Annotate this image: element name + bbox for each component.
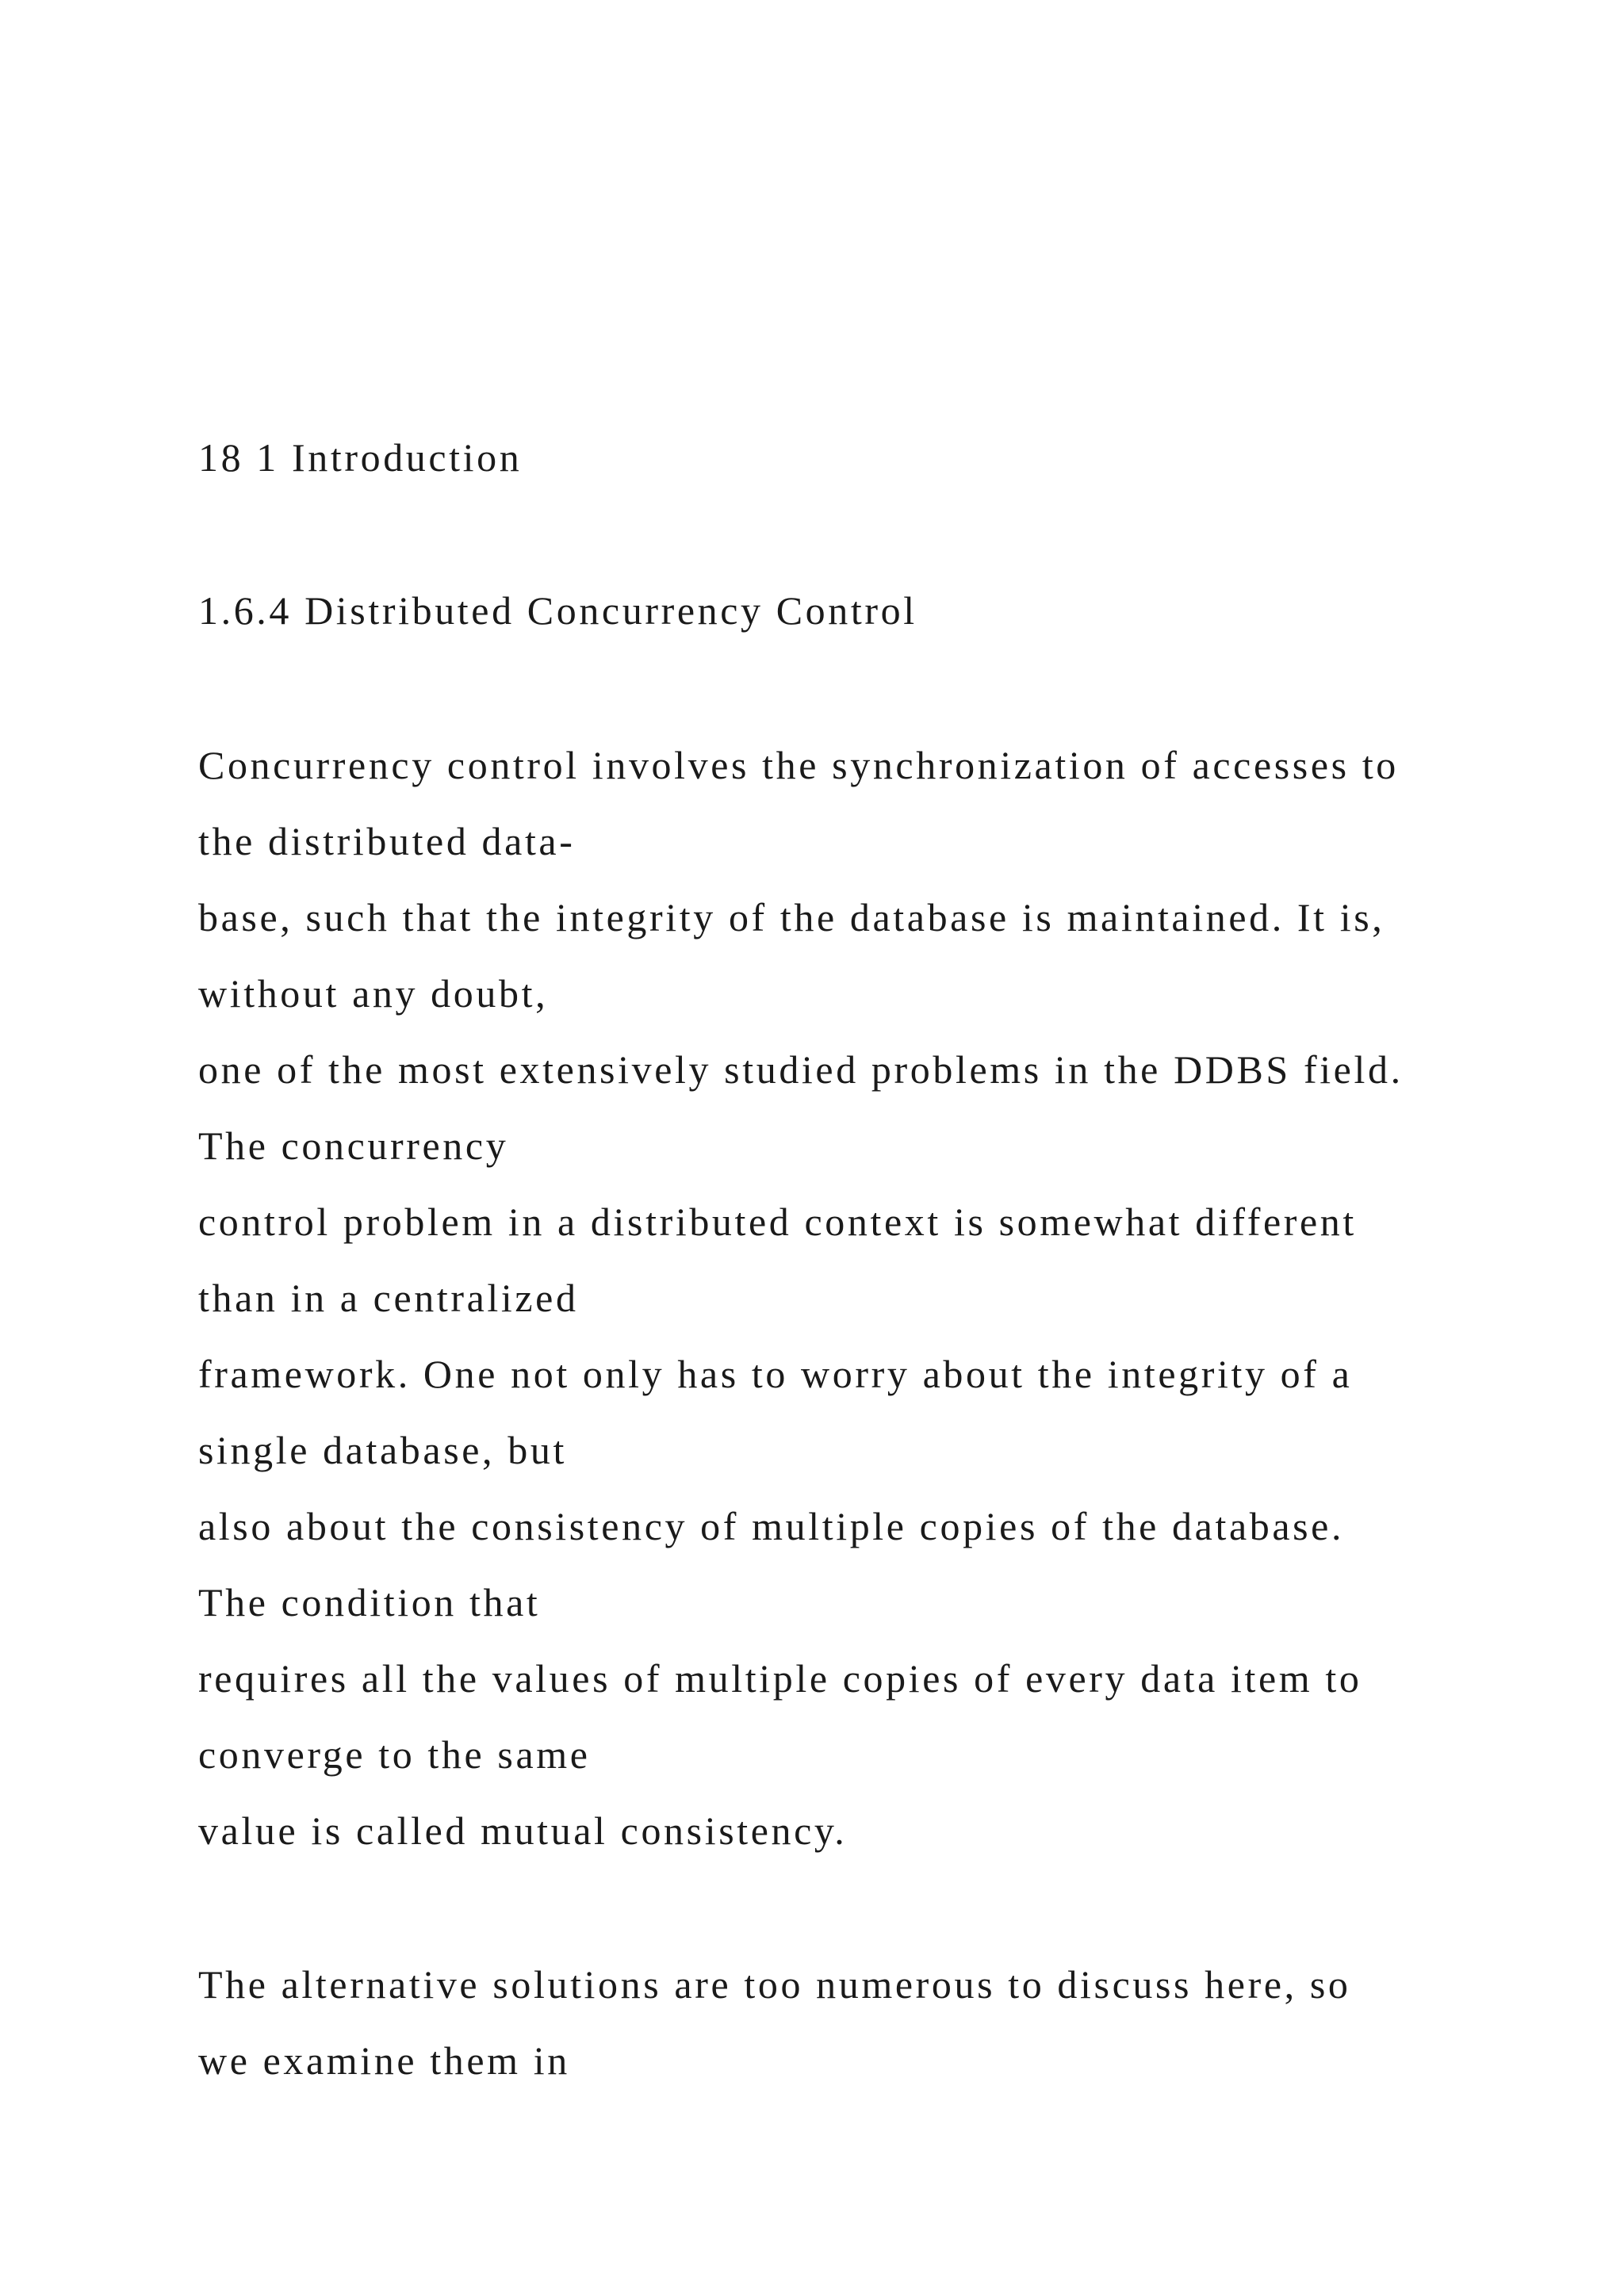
paragraph-line: Concurrency control involves the synchronization of accesses to	[198, 743, 1399, 787]
paragraph-line: one of the most extensively studied problems in the DDBS field.	[198, 1047, 1404, 1092]
paragraph-line: converge to the same	[198, 1732, 591, 1777]
paragraph-line: base, such that the integrity of the database is maintained. It is,	[198, 895, 1385, 939]
paragraph-line: control problem in a distributed context is somewhat different	[198, 1200, 1357, 1244]
paragraph-line: the distributed data-	[198, 819, 576, 863]
paragraph-line: also about the consistency of multiple copies of the database.	[198, 1504, 1345, 1548]
paragraph-line: than in a centralized	[198, 1276, 579, 1320]
paragraph-line: value is called mutual consistency.	[198, 1808, 848, 1853]
running-head: 18 1 Introduction	[198, 435, 523, 480]
paragraph-line: without any doubt,	[198, 971, 549, 1016]
paragraph-line: we examine them in	[198, 2038, 570, 2083]
paragraph-line: requires all the values of multiple copies of every data item to	[198, 1656, 1362, 1701]
section-heading: 1.6.4 Distributed Concurrency Control	[198, 588, 917, 633]
paragraph-line: framework. One not only has to worry about the integrity of a	[198, 1352, 1353, 1396]
paragraph-line: The alternative solutions are too numerous to discuss here, so	[198, 1962, 1351, 2007]
paragraph-line: The concurrency	[198, 1123, 509, 1168]
paragraph-line: The condition that	[198, 1580, 541, 1624]
paragraph-line: single database, but	[198, 1428, 567, 1472]
